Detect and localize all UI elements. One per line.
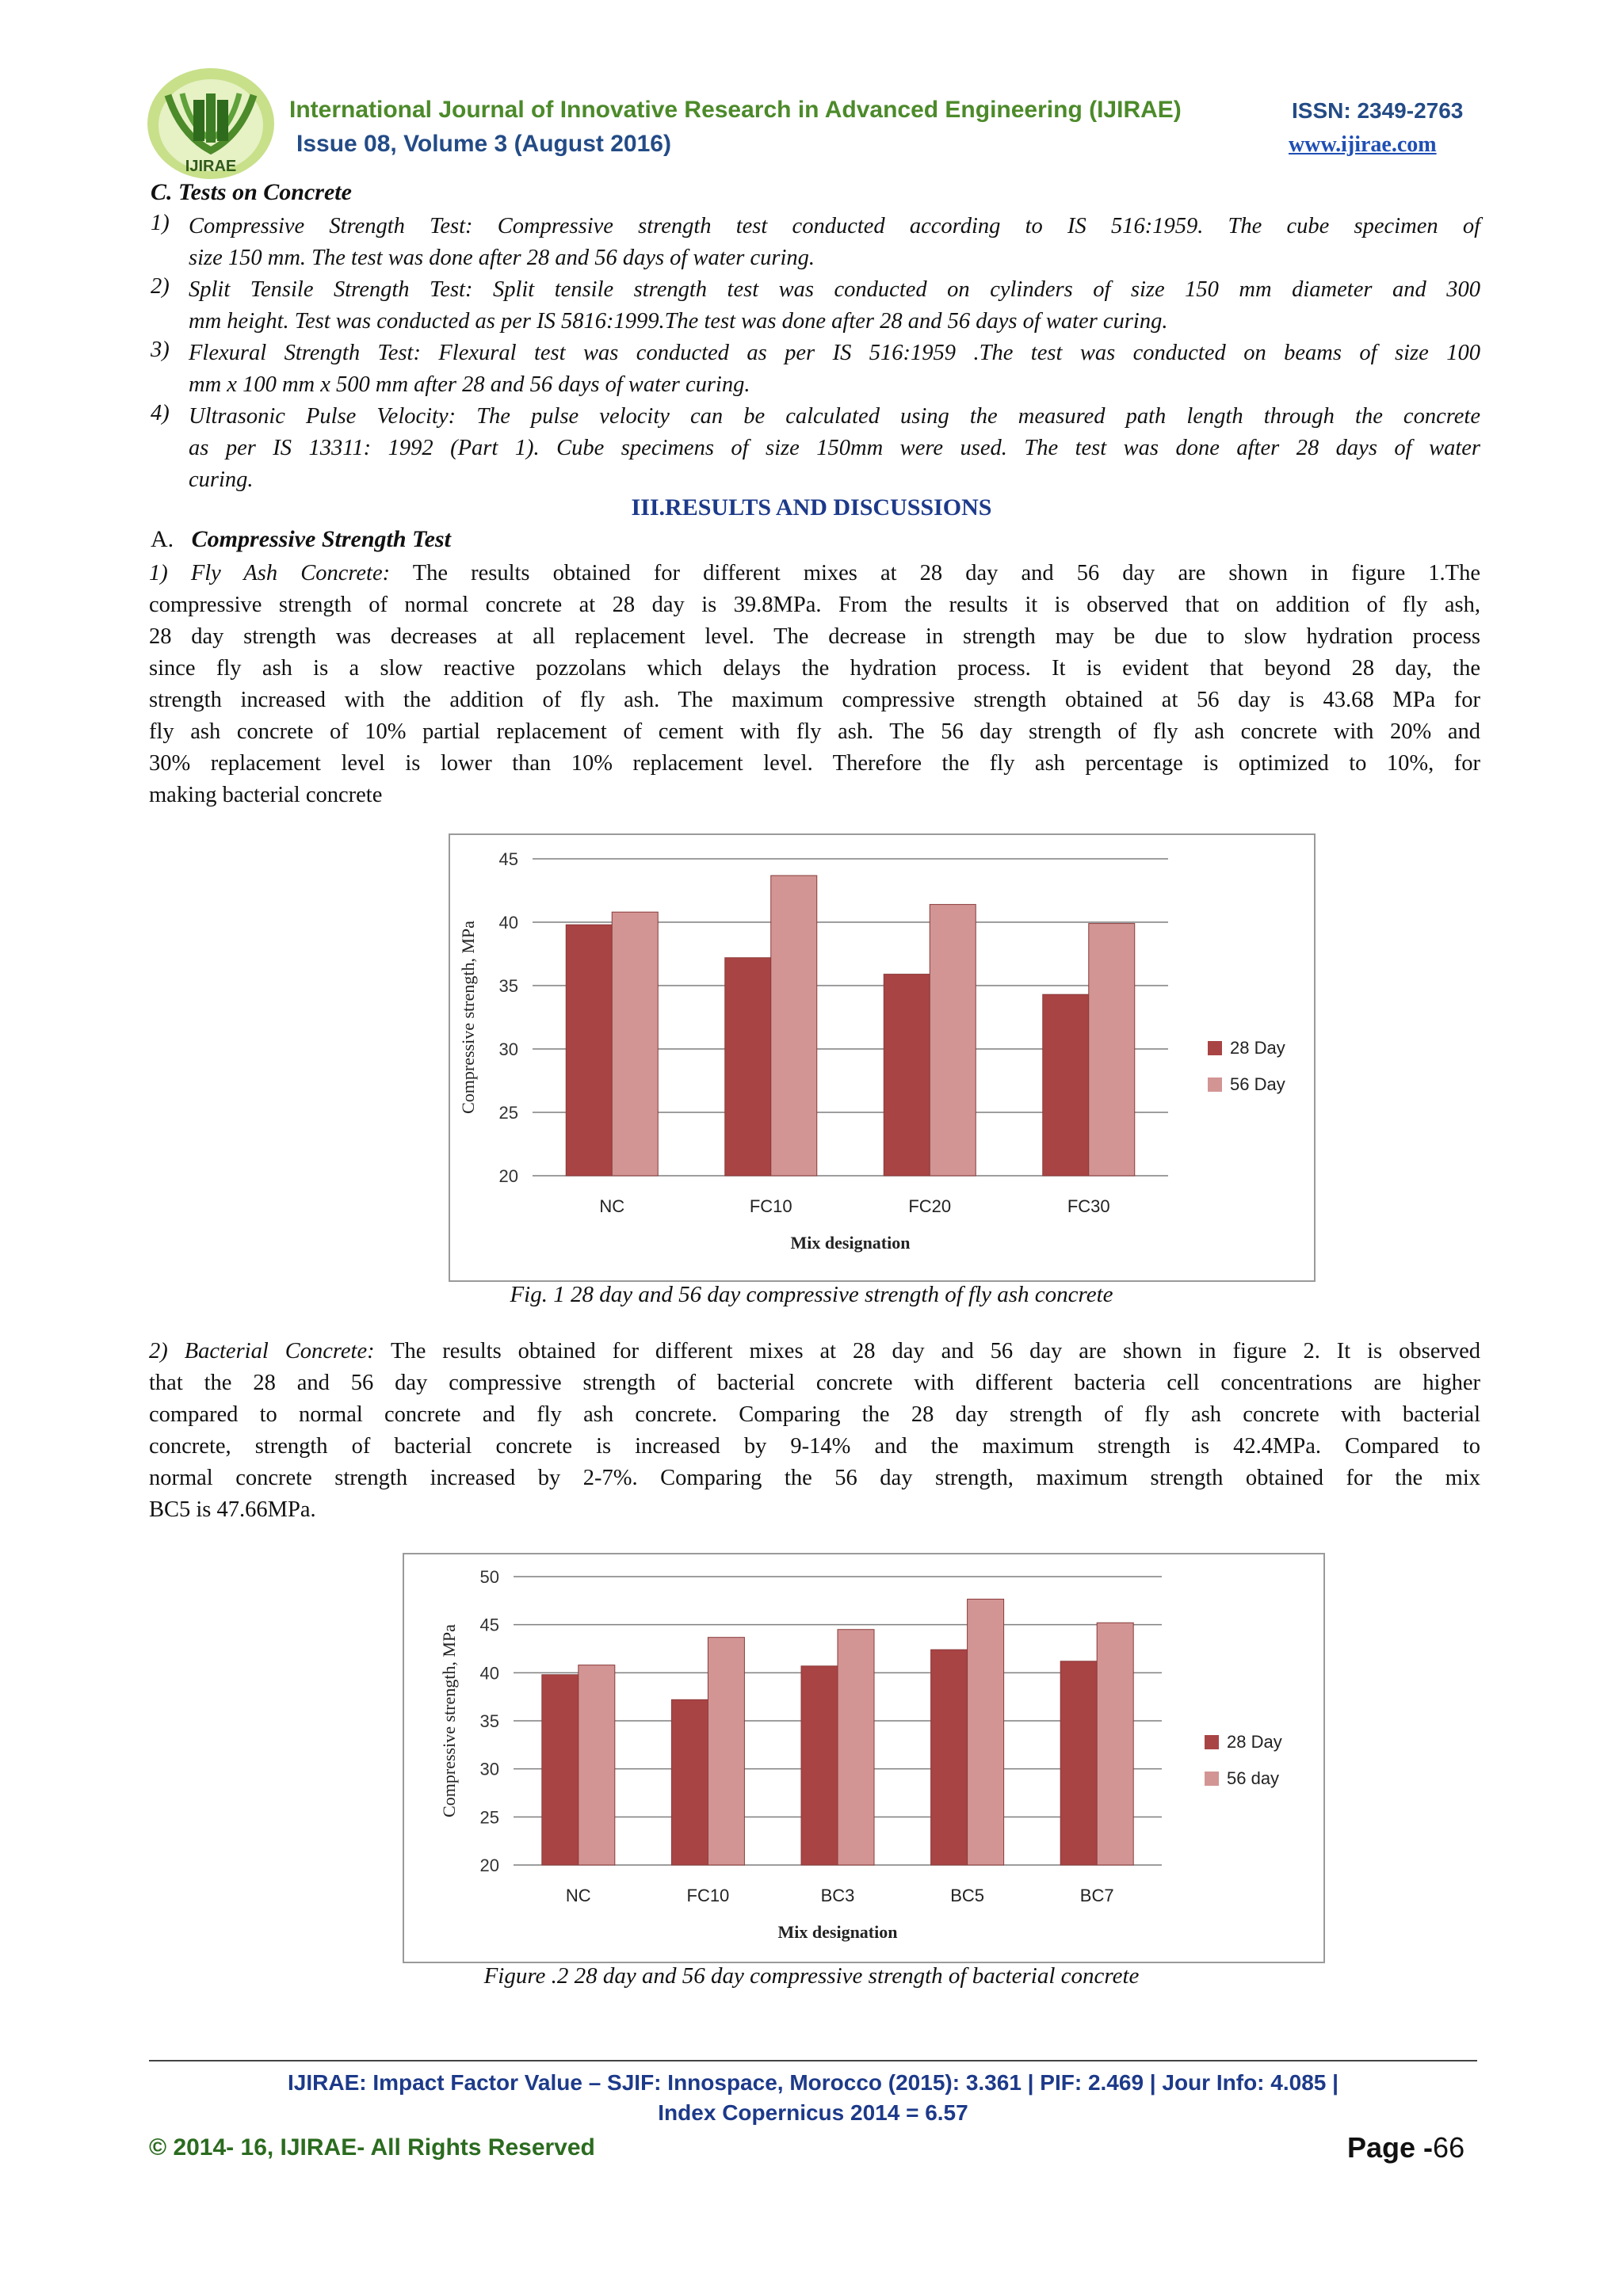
footer-impact-factor: IJIRAE: Impact Factor Value – SJIF: Innospace, Morocco (2015): 3.361 | PIF: 2.469 | Jour Info: 4.085 |: [288, 2070, 1338, 2095]
paragraph-text: that the 28 and 56 day compressive strength of bacterial concrete with different bacteria cell concentrations are higher: [149, 1371, 1480, 1395]
figure-2-caption: Figure .2 28 day and 56 day compressive strength of bacterial concrete: [483, 1963, 1140, 1989]
page-label: Page -: [1347, 2131, 1434, 2164]
bar-56-day-fc30: [1089, 924, 1135, 1176]
bar-28-day-nc: [566, 925, 612, 1176]
page-number: [1347, 2131, 1465, 2164]
figure-1-chart: [449, 833, 1316, 1282]
paragraph-text: The results obtained for different mixes at 28 day and 56 day are shown in figure 1.The: [412, 561, 1480, 585]
paragraph-line: [149, 1463, 1480, 1494]
bar-28-day-fc10: [725, 958, 771, 1176]
x-tick-label: FC10: [749, 1196, 792, 1216]
copyright: © 2014- 16, IJIRAE- All Rights Reserved: [149, 2134, 595, 2161]
y-axis-label: Compressive strength, MPa: [458, 921, 478, 1114]
test-item-line: Flexural Strength Test: Flexural test was conducted as per IS 516:1959 .The test was conducted on beams of size 100: [189, 341, 1480, 365]
bar-56-day-nc: [579, 1665, 615, 1865]
y-tick-label: 25: [479, 1807, 499, 1828]
paragraph-text: normal concrete strength increased by 2-7%. Comparing the 56 day strength, maximum strength obtained for the mix: [149, 1466, 1480, 1490]
paragraph-line: [149, 1336, 1480, 1367]
x-tick-label: NC: [565, 1886, 591, 1905]
y-tick-label: 45: [479, 1615, 499, 1635]
figure-1-svg: [450, 835, 1314, 1280]
paragraph-line: [149, 558, 1480, 589]
results-heading: III.RESULTS AND DISCUSSIONS: [631, 494, 992, 521]
subsection-a-title: Compressive Strength Test: [191, 526, 451, 552]
paragraph-line: [149, 621, 1480, 653]
test-item-number: 1): [151, 211, 170, 235]
y-tick-label: 30: [479, 1759, 499, 1779]
bar-56-day-bc7: [1097, 1623, 1133, 1865]
paragraph-line: [149, 780, 1480, 811]
legend-swatch: [1208, 1077, 1222, 1092]
test-item-number: 2): [151, 274, 170, 299]
x-tick-label: FC20: [908, 1196, 952, 1216]
bar-56-day-bc5: [968, 1599, 1004, 1865]
x-axis-label: Mix designation: [777, 1922, 898, 1942]
x-axis-label: Mix designation: [790, 1233, 911, 1253]
test-item-line: mm x 100 mm x 500 mm after 28 and 56 days of water curing.: [189, 372, 750, 397]
x-tick-label: BC5: [950, 1886, 984, 1905]
test-item-line: size 150 mm. The test was done after 28 and 56 days of water curing.: [189, 246, 815, 270]
legend-label: 28 Day: [1230, 1038, 1285, 1058]
bar-28-day-bc3: [801, 1666, 838, 1865]
paragraph-line: [149, 748, 1480, 780]
paragraph-label: 2) Bacterial Concrete:: [149, 1339, 375, 1363]
figure-2-chart: [403, 1553, 1325, 1963]
y-tick-label: 20: [479, 1855, 499, 1875]
test-item-line: curing.: [189, 467, 254, 492]
x-tick-label: BC3: [820, 1886, 855, 1905]
footer-index-copernicus: Index Copernicus 2014 = 6.57: [658, 2100, 968, 2125]
test-item-number: 4): [151, 401, 170, 425]
paragraph-text: fly ash concrete of 10% partial replacement of cement with fly ash. The 56 day strength of fly ash concrete with 20% and: [149, 719, 1480, 744]
x-tick-label: NC: [599, 1196, 625, 1216]
bar-56-day-fc10: [708, 1638, 744, 1865]
paragraph-text: making bacterial concrete: [149, 783, 383, 807]
paragraph-text: since fly ash is a slow reactive pozzolans which delays the hydration process. It is evident that beyond 28 day, the: [149, 656, 1480, 681]
y-tick-label: 30: [498, 1039, 518, 1059]
test-item-line: Compressive Strength Test: Compressive strength test conducted according to IS 516:1959. The cube specimen of: [189, 214, 1480, 238]
y-tick-label: 45: [498, 849, 518, 869]
journal-link[interactable]: www.ijirae.com: [1289, 132, 1437, 157]
y-tick-label: 35: [479, 1711, 499, 1731]
issn: ISSN: 2349-2763: [1292, 98, 1464, 123]
test-item-line: Split Tensile Strength Test: Split tensile strength test was conducted on cylinders of size 150 mm diameter and 300: [189, 277, 1480, 302]
bar-56-day-nc: [612, 912, 658, 1176]
paragraph-line: [149, 716, 1480, 748]
paragraph-line: [149, 685, 1480, 716]
paragraph-text: compared to normal concrete and fly ash concrete. Comparing the 28 day strength of fly ash concrete with bacterial: [149, 1402, 1480, 1427]
legend-label: 28 Day: [1227, 1732, 1282, 1752]
paragraph-line: [149, 589, 1480, 621]
y-tick-label: 50: [479, 1567, 499, 1587]
y-tick-label: 40: [498, 913, 518, 933]
paragraph-line: [149, 653, 1480, 685]
section-c-title: C. Tests on Concrete: [151, 179, 352, 205]
paragraph-text: 28 day strength was decreases at all replacement level. The decrease in strength may be due to slow hydration process: [149, 624, 1480, 649]
y-tick-label: 40: [479, 1663, 499, 1684]
paragraph-text: 30% replacement level is lower than 10% replacement level. Therefore the fly ash percentage is optimized to 10%, for: [149, 751, 1480, 776]
test-item-line: mm height. Test was conducted as per IS 5816:1999.The test was done after 28 and 56 days of water curing.: [189, 309, 1168, 334]
paragraph-line: [149, 1399, 1480, 1431]
test-item-number: 3): [151, 338, 170, 362]
paragraph-text: compressive strength of normal concrete at 28 day is 39.8MPa. From the results it is observed that on addition of fly ash,: [149, 593, 1480, 617]
page-number-value: 66: [1433, 2131, 1465, 2164]
bar-28-day-nc: [542, 1675, 579, 1865]
footer-divider: [149, 2060, 1477, 2061]
logo-text: IJIRAE: [185, 158, 237, 175]
paragraph-text: BC5 is 47.66MPa.: [149, 1497, 316, 1522]
legend-swatch: [1208, 1041, 1222, 1055]
journal-title: International Journal of Innovative Research in Advanced Engineering (IJIRAE): [289, 97, 1182, 123]
legend-swatch: [1205, 1735, 1219, 1749]
paragraph-text: concrete, strength of bacterial concrete is increased by 9-14% and the maximum strength is 42.4MPa. Compared to: [149, 1434, 1480, 1459]
legend-label: 56 day: [1227, 1768, 1280, 1788]
paragraph-line: [149, 1494, 1480, 1526]
bar-56-day-fc10: [771, 875, 817, 1176]
x-tick-label: FC10: [686, 1886, 730, 1905]
paragraph-line: [149, 1367, 1480, 1399]
subsection-a: [151, 526, 451, 553]
test-item: [189, 211, 1480, 274]
x-tick-label: FC30: [1067, 1196, 1110, 1216]
y-tick-label: 20: [498, 1166, 518, 1186]
paragraph-text: The results obtained for different mixes at 28 day and 56 day are shown in figure 2. It is observed: [391, 1339, 1480, 1363]
bar-56-day-fc20: [930, 905, 976, 1176]
y-tick-label: 35: [498, 976, 518, 996]
y-axis-label: Compressive strength, MPa: [439, 1624, 459, 1817]
bar-28-day-fc10: [671, 1699, 708, 1865]
bar-56-day-bc3: [838, 1630, 874, 1865]
paragraph-label: 1) Fly Ash Concrete:: [149, 561, 391, 585]
subsection-a-prefix: A.: [151, 526, 174, 552]
bacterial-paragraph: [149, 1336, 1480, 1526]
test-item: [189, 338, 1480, 401]
bar-28-day-fc20: [884, 974, 930, 1176]
issue-info: Issue 08, Volume 3 (August 2016): [296, 131, 671, 157]
test-item-line: Ultrasonic Pulse Velocity: The pulse velocity can be calculated using the measured path length through the concrete: [189, 404, 1480, 429]
legend-label: 56 Day: [1230, 1074, 1285, 1094]
figure-2-svg: [404, 1554, 1323, 1962]
test-item-line: as per IS 13311: 1992 (Part 1). Cube specimens of size 150mm were used. The test was done after 28 days of water: [189, 436, 1480, 460]
x-tick-label: BC7: [1079, 1886, 1114, 1905]
y-tick-label: 25: [498, 1103, 518, 1123]
paragraph-text: strength increased with the addition of fly ash. The maximum compressive strength obtained at 56 day is 43.68 MPa for: [149, 688, 1480, 712]
bar-28-day-bc5: [931, 1650, 968, 1865]
bar-28-day-fc30: [1043, 994, 1089, 1176]
test-item: [189, 274, 1480, 338]
figure-1-caption: Fig. 1 28 day and 56 day compressive strength of fly ash concrete: [510, 1282, 1113, 1307]
paragraph-line: [149, 1431, 1480, 1463]
legend-swatch: [1205, 1772, 1219, 1786]
bar-28-day-bc7: [1060, 1661, 1097, 1865]
fly-ash-paragraph: [149, 558, 1480, 811]
journal-logo: [144, 63, 277, 181]
test-item: [189, 401, 1480, 496]
